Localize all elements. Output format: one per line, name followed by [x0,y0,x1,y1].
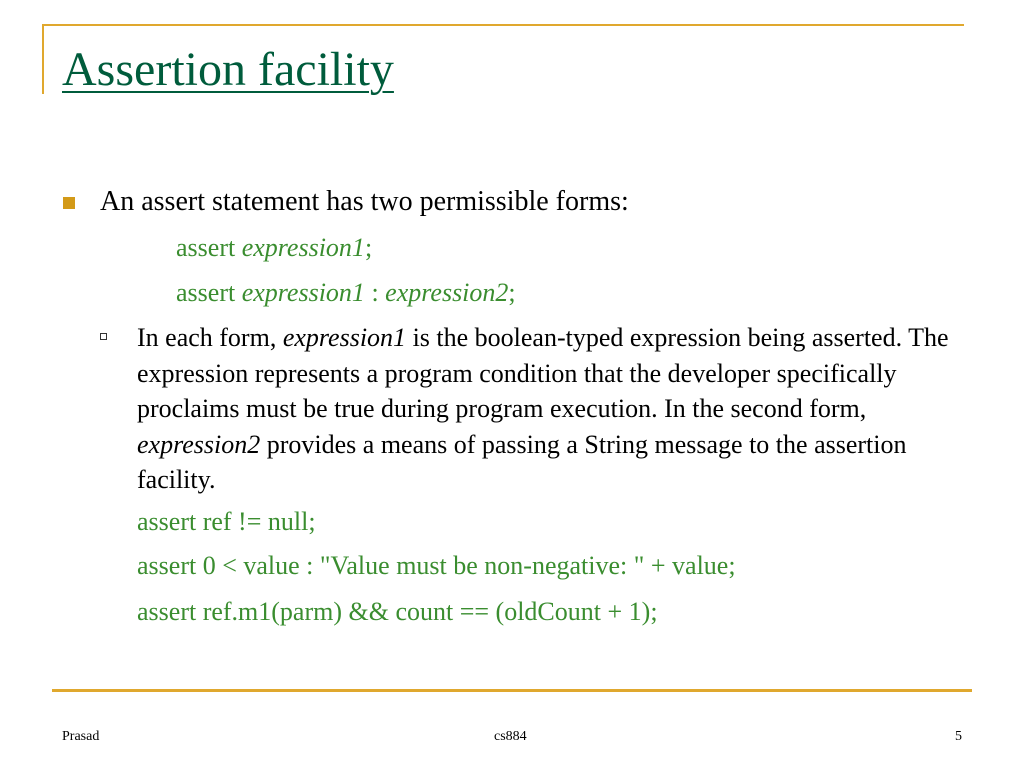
semicolon: ; [364,233,373,262]
expression1-term: expression1 [241,278,365,307]
expression2-term: expression2 [385,278,509,307]
example-assert-3: assert ref.m1(parm) && count == (oldCount + 1); [137,597,658,626]
assert-form-2 [176,277,516,309]
colon-separator: : [364,278,386,307]
frame-top-rule [42,24,964,26]
example-assert-1: assert ref != null; [137,507,316,536]
assert-keyword: assert [176,233,242,262]
assert-keyword: assert [176,278,242,307]
para-text-2: is the boolean-typed expression being asserted. The expression represents a program condition that the developer specifically proclaims must be true during program execution. In the second form, [137,323,949,423]
page-number: 5 [955,729,962,744]
expression1-term: expression1 [282,323,407,352]
hollow-square-bullet-icon [100,333,107,340]
footer-rule [52,689,972,692]
sub-bullet-paragraph [137,320,987,498]
bullet-text: An assert statement has two permissible forms: [100,186,629,217]
frame-left-rule [42,24,44,94]
slide-title: Assertion facility [62,43,394,96]
para-text-3: provides a means of passing a String message to the assertion facility. [137,429,907,494]
expression2-term: expression2 [137,429,261,459]
footer-author: Prasad [62,729,100,744]
square-bullet-icon [63,197,75,209]
footer-course: cs884 [494,729,527,744]
expression1-term: expression1 [241,233,365,262]
assert-form-1 [176,232,372,264]
semicolon: ; [508,278,516,307]
example-assert-2: assert 0 < value : "Value must be non-negative: " + value; [137,551,736,580]
para-text-1: In each form, [137,323,283,352]
